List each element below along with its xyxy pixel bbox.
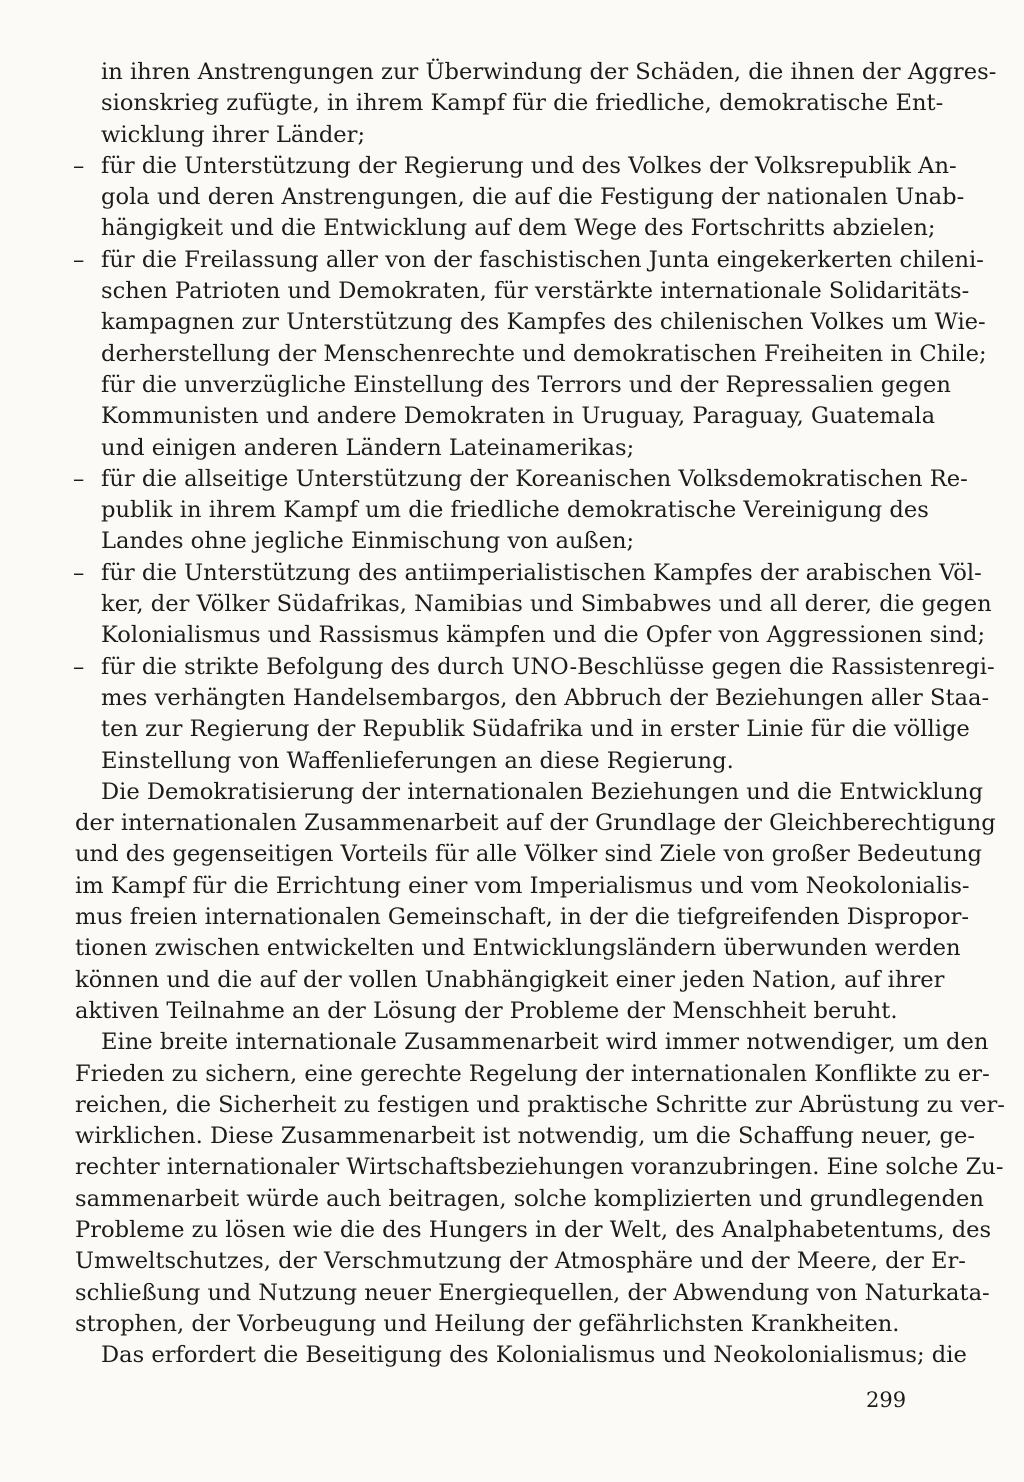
text-line: [73, 652, 995, 683]
dash-marker: –: [73, 559, 85, 586]
text-line: Frieden zu sichern, eine gerechte Regelung der internationalen Konflikte zu er-: [75, 1060, 990, 1087]
text-line: Probleme zu lösen wie die des Hungers in der Welt, des Analphabetentums, des: [75, 1216, 992, 1243]
bullet-item: [73, 151, 965, 245]
page-number: 299: [866, 1388, 907, 1412]
text-line: Umweltschutzes, der Verschmutzung der Atmosphäre und der Meere, der Er-: [75, 1248, 966, 1275]
text-line: [73, 464, 968, 495]
text-line: rechter internationaler Wirtschaftsbeziehungen voranzubringen. Eine solche Zu-: [75, 1154, 1004, 1181]
text-line: schen Patrioten und Demokraten, für verstärkte internationale Solidaritäts-: [101, 278, 970, 305]
text-line: wicklung ihrer Länder;: [101, 121, 366, 148]
bullet-item: [73, 652, 995, 777]
line-text: für die Unterstützung des antiimperialistischen Kampfes der arabischen Völ-: [101, 559, 982, 586]
bullet-item: [73, 245, 987, 464]
line-text: für die strikte Befolgung des durch UNO-Beschlüsse gegen die Rassistenregi-: [101, 653, 995, 680]
text-line: Die Demokratisierung der internationalen Beziehungen und die Entwicklung: [101, 778, 984, 805]
line-text: für die Unterstützung der Regierung und des Volkes der Volksrepublik An-: [101, 152, 957, 179]
paragraph: [75, 1340, 967, 1371]
text-line: strophen, der Vorbeugung und Heilung der gefährlichsten Krankheiten.: [75, 1310, 900, 1337]
text-line: kampagnen zur Unterstützung des Kampfes des chilenischen Volkes um Wie-: [101, 309, 986, 336]
dash-marker: –: [73, 653, 85, 680]
text-line: Landes ohne jegliche Einmischung von außen;: [101, 528, 635, 555]
paragraph: [75, 777, 996, 1027]
text-line: sammenarbeit würde auch beitragen, solche komplizierten und grundlegenden: [75, 1185, 984, 1212]
text-line: und des gegenseitigen Vorteils für alle Völker sind Ziele von großer Bedeutung: [75, 841, 982, 868]
dash-marker: –: [73, 246, 85, 273]
text-line: Kolonialismus und Rassismus kämpfen und die Opfer von Aggressionen sind;: [101, 622, 986, 649]
text-line: der internationalen Zusammenarbeit auf der Grundlage der Gleichberechtigung: [75, 810, 996, 837]
text-line: hängigkeit und die Entwicklung auf dem Wege des Fortschritts abzielen;: [101, 215, 936, 242]
text-line: Das erfordert die Beseitigung des Kolonialismus und Neokolonialismus; die: [101, 1342, 967, 1369]
bullet-item: [73, 464, 968, 558]
text-line: Eine breite internationale Zusammenarbeit wird immer notwendiger, um den: [101, 1029, 989, 1056]
text-line: im Kampf für die Errichtung einer vom Imperialismus und vom Neokolonialis-: [75, 872, 970, 899]
text-line: für die unverzügliche Einstellung des Terrors und der Repressalien gegen: [101, 371, 951, 398]
page-text: [73, 57, 1005, 1371]
line-text: für die Freilassung aller von der faschistischen Junta eingekerkerten chileni-: [101, 246, 984, 273]
text-line: [73, 245, 984, 276]
text-line: [73, 151, 957, 182]
text-line: wirklichen. Diese Zusammenarbeit ist notwendig, um die Schaffung neuer, ge-: [75, 1123, 975, 1150]
text-line: tionen zwischen entwickelten und Entwicklungsländern überwunden werden: [75, 935, 961, 962]
text-line: Kommunisten und andere Demokraten in Uruguay, Paraguay, Guatemala: [101, 403, 936, 430]
bullet-continuation: [75, 57, 997, 151]
dash-marker: –: [73, 152, 85, 179]
text-line: reichen, die Sicherheit zu festigen und praktische Schritte zur Abrüstung zu ver-: [75, 1091, 1005, 1118]
text-line: ten zur Regierung der Republik Südafrika und in erster Linie für die völlige: [101, 716, 970, 743]
text-line: derherstellung der Menschenrechte und demokratischen Freiheiten in Chile;: [101, 340, 987, 367]
text-line: können und die auf der vollen Unabhängigkeit einer jeden Nation, auf ihrer: [75, 966, 945, 993]
text-line: in ihren Anstrengungen zur Überwindung der Schäden, die ihnen der Aggres-: [101, 59, 997, 85]
text-line: ker, der Völker Südafrikas, Namibias und Simbabwes und all derer, die gegen: [101, 591, 992, 618]
text-line: aktiven Teilnahme an der Lösung der Probleme der Menschheit beruht.: [75, 997, 898, 1024]
text-line: Einstellung von Waffenlieferungen an diese Regierung.: [101, 747, 734, 774]
text-line: publik in ihrem Kampf um die friedliche demokratische Vereinigung des: [101, 497, 929, 524]
line-text: für die allseitige Unterstützung der Koreanischen Volksdemokratischen Re-: [101, 465, 968, 492]
text-line: und einigen anderen Ländern Lateinamerikas;: [101, 434, 635, 461]
bullet-item: [73, 558, 992, 652]
text-line: [73, 558, 982, 589]
text-line: mus freien internationalen Gemeinschaft, in der die tiefgreifenden Dispropor-: [75, 904, 970, 931]
text-line: sionskrieg zufügte, in ihrem Kampf für die friedliche, demokratische Ent-: [101, 90, 944, 117]
text-line: gola und deren Anstrengungen, die auf die Festigung der nationalen Unab-: [101, 184, 965, 211]
text-line: schließung und Nutzung neuer Energiequellen, der Abwendung von Naturkata-: [75, 1279, 990, 1306]
dash-marker: –: [73, 465, 85, 492]
text-line: mes verhängten Handelsembargos, den Abbruch der Beziehungen aller Staa-: [101, 684, 990, 711]
paragraph: [75, 1027, 1005, 1340]
